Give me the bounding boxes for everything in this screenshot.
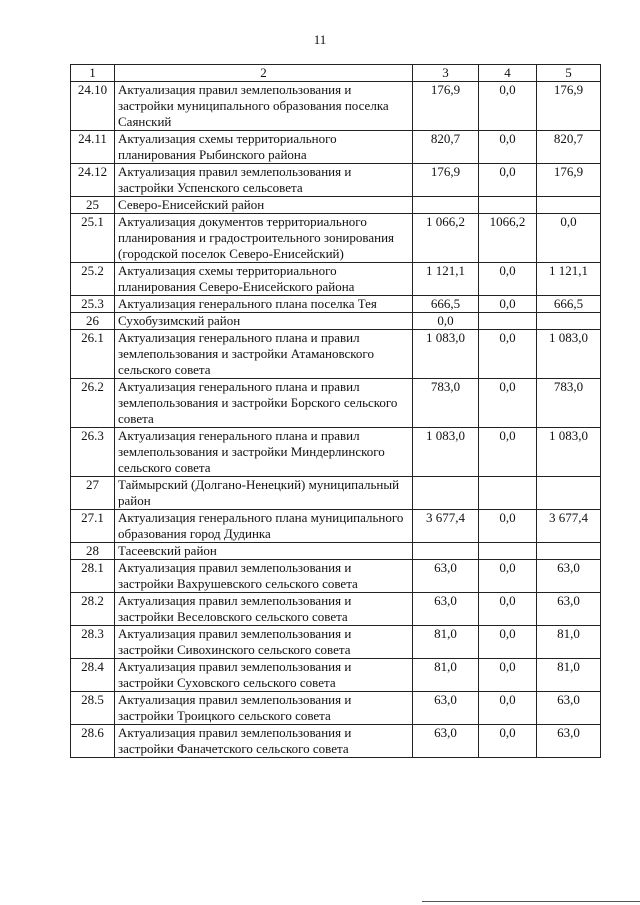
row-name-cell: Актуализация правил землепользования и застройки Вахрушевского сельского совета [115, 560, 413, 593]
footer-rule [422, 901, 640, 902]
table-row [71, 164, 601, 197]
row-name-cell: Актуализация генерального плана поселка Тея [115, 296, 413, 313]
plan-total-cell: 783,0 [413, 379, 479, 428]
regional-budget-cell [479, 197, 537, 214]
table-row [71, 379, 601, 428]
table-row [71, 263, 601, 296]
local-budget-cell: 63,0 [537, 560, 601, 593]
plan-total-cell: 63,0 [413, 725, 479, 758]
row-number-cell: 28.5 [71, 692, 115, 725]
table-row [71, 313, 601, 330]
plan-total-cell [413, 543, 479, 560]
local-budget-cell: 81,0 [537, 659, 601, 692]
plan-total-cell [413, 197, 479, 214]
row-name-cell: Актуализация генерального плана муниципального образования город Дудинка [115, 510, 413, 543]
row-number-cell: 25.2 [71, 263, 115, 296]
table-row [71, 659, 601, 692]
local-budget-cell: 820,7 [537, 131, 601, 164]
plan-total-cell [413, 477, 479, 510]
regional-budget-cell: 0,0 [479, 659, 537, 692]
table-row [71, 543, 601, 560]
column-header: 5 [537, 65, 601, 82]
local-budget-cell: 63,0 [537, 692, 601, 725]
row-number-cell: 25.1 [71, 214, 115, 263]
local-budget-cell: 63,0 [537, 725, 601, 758]
plan-total-cell: 81,0 [413, 659, 479, 692]
local-budget-cell [537, 313, 601, 330]
plan-total-cell: 63,0 [413, 692, 479, 725]
plan-total-cell: 176,9 [413, 82, 479, 131]
row-number-cell: 26 [71, 313, 115, 330]
table-row [71, 626, 601, 659]
row-number-cell: 24.12 [71, 164, 115, 197]
local-budget-cell [537, 197, 601, 214]
local-budget-cell: 783,0 [537, 379, 601, 428]
row-name-cell: Актуализация правил землепользования и застройки Фаначетского сельского совета [115, 725, 413, 758]
row-number-cell: 28.6 [71, 725, 115, 758]
plan-total-cell: 666,5 [413, 296, 479, 313]
row-number-cell: 24.10 [71, 82, 115, 131]
table-row [71, 82, 601, 131]
row-name-cell: Северо-Енисейский район [115, 197, 413, 214]
table-row [71, 593, 601, 626]
regional-budget-cell: 0,0 [479, 263, 537, 296]
column-header: 3 [413, 65, 479, 82]
row-number-cell: 26.3 [71, 428, 115, 477]
regional-budget-cell [479, 543, 537, 560]
row-number-cell: 26.1 [71, 330, 115, 379]
row-name-cell: Тасеевский район [115, 543, 413, 560]
table-row [71, 214, 601, 263]
table-row [71, 197, 601, 214]
regional-budget-cell [479, 313, 537, 330]
table-row [71, 510, 601, 543]
row-number-cell: 28.2 [71, 593, 115, 626]
column-header: 1 [71, 65, 115, 82]
row-name-cell: Актуализация генерального плана и правил землепользования и застройки Борского сельского совета [115, 379, 413, 428]
local-budget-cell: 63,0 [537, 593, 601, 626]
row-name-cell: Сухобузимский район [115, 313, 413, 330]
local-budget-cell: 3 677,4 [537, 510, 601, 543]
regional-budget-cell: 0,0 [479, 510, 537, 543]
row-name-cell: Актуализация документов территориального планирования и градостроительного зонирования (городской поселок Северо-Енисейский) [115, 214, 413, 263]
column-header: 4 [479, 65, 537, 82]
regional-budget-cell: 1066,2 [479, 214, 537, 263]
row-name-cell: Актуализация правил землепользования и застройки муниципального образования поселка Саянский [115, 82, 413, 131]
local-budget-cell: 176,9 [537, 82, 601, 131]
regional-budget-cell [479, 477, 537, 510]
plan-total-cell: 81,0 [413, 626, 479, 659]
plan-total-cell: 1 083,0 [413, 428, 479, 477]
row-number-cell: 25 [71, 197, 115, 214]
local-budget-cell [537, 477, 601, 510]
table-row [71, 477, 601, 510]
table-row [71, 296, 601, 313]
table-row [71, 725, 601, 758]
local-budget-cell: 0,0 [537, 214, 601, 263]
row-number-cell: 26.2 [71, 379, 115, 428]
plan-total-cell: 63,0 [413, 560, 479, 593]
plan-total-cell: 176,9 [413, 164, 479, 197]
row-name-cell: Актуализация правил землепользования и застройки Веселовского сельского совета [115, 593, 413, 626]
regional-budget-cell: 0,0 [479, 164, 537, 197]
local-budget-cell: 1 121,1 [537, 263, 601, 296]
regional-budget-cell: 0,0 [479, 626, 537, 659]
row-number-cell: 24.11 [71, 131, 115, 164]
table-row [71, 692, 601, 725]
regional-budget-cell: 0,0 [479, 725, 537, 758]
regional-budget-cell: 0,0 [479, 379, 537, 428]
plan-total-cell: 820,7 [413, 131, 479, 164]
row-name-cell: Актуализация правил землепользования и застройки Суховского сельского совета [115, 659, 413, 692]
row-number-cell: 28.1 [71, 560, 115, 593]
table-row [71, 131, 601, 164]
plan-total-cell: 1 066,2 [413, 214, 479, 263]
local-budget-cell [537, 543, 601, 560]
row-name-cell: Актуализация правил землепользования и застройки Сивохинского сельского совета [115, 626, 413, 659]
table-row [71, 428, 601, 477]
local-budget-cell: 81,0 [537, 626, 601, 659]
row-name-cell: Актуализация генерального плана и правил землепользования и застройки Атамановского сельского совета [115, 330, 413, 379]
budget-table [70, 64, 601, 758]
row-name-cell: Актуализация правил землепользования и застройки Успенского сельсовета [115, 164, 413, 197]
plan-total-cell: 0,0 [413, 313, 479, 330]
plan-total-cell: 63,0 [413, 593, 479, 626]
table-row [71, 560, 601, 593]
local-budget-cell: 1 083,0 [537, 428, 601, 477]
row-name-cell: Таймырский (Долгано-Ненецкий) муниципальный район [115, 477, 413, 510]
row-number-cell: 28.4 [71, 659, 115, 692]
table-row [71, 330, 601, 379]
plan-total-cell: 1 121,1 [413, 263, 479, 296]
regional-budget-cell: 0,0 [479, 296, 537, 313]
table-body [71, 82, 601, 758]
row-number-cell: 25.3 [71, 296, 115, 313]
row-number-cell: 28.3 [71, 626, 115, 659]
row-number-cell: 27 [71, 477, 115, 510]
regional-budget-cell: 0,0 [479, 131, 537, 164]
plan-total-cell: 3 677,4 [413, 510, 479, 543]
local-budget-cell: 666,5 [537, 296, 601, 313]
regional-budget-cell: 0,0 [479, 560, 537, 593]
row-number-cell: 28 [71, 543, 115, 560]
plan-total-cell: 1 083,0 [413, 330, 479, 379]
regional-budget-cell: 0,0 [479, 82, 537, 131]
regional-budget-cell: 0,0 [479, 330, 537, 379]
row-number-cell: 27.1 [71, 510, 115, 543]
page-number: 11 [313, 32, 327, 47]
regional-budget-cell: 0,0 [479, 692, 537, 725]
local-budget-cell: 1 083,0 [537, 330, 601, 379]
row-name-cell: Актуализация схемы территориального планирования Рыбинского района [115, 131, 413, 164]
column-number-row [71, 65, 601, 82]
regional-budget-cell: 0,0 [479, 428, 537, 477]
row-name-cell: Актуализация генерального плана и правил землепользования и застройки Миндерлинского сельского совета [115, 428, 413, 477]
regional-budget-cell: 0,0 [479, 593, 537, 626]
row-name-cell: Актуализация правил землепользования и застройки Троицкого сельского совета [115, 692, 413, 725]
column-header: 2 [115, 65, 413, 82]
local-budget-cell: 176,9 [537, 164, 601, 197]
row-name-cell: Актуализация схемы территориального планирования Северо-Енисейского района [115, 263, 413, 296]
